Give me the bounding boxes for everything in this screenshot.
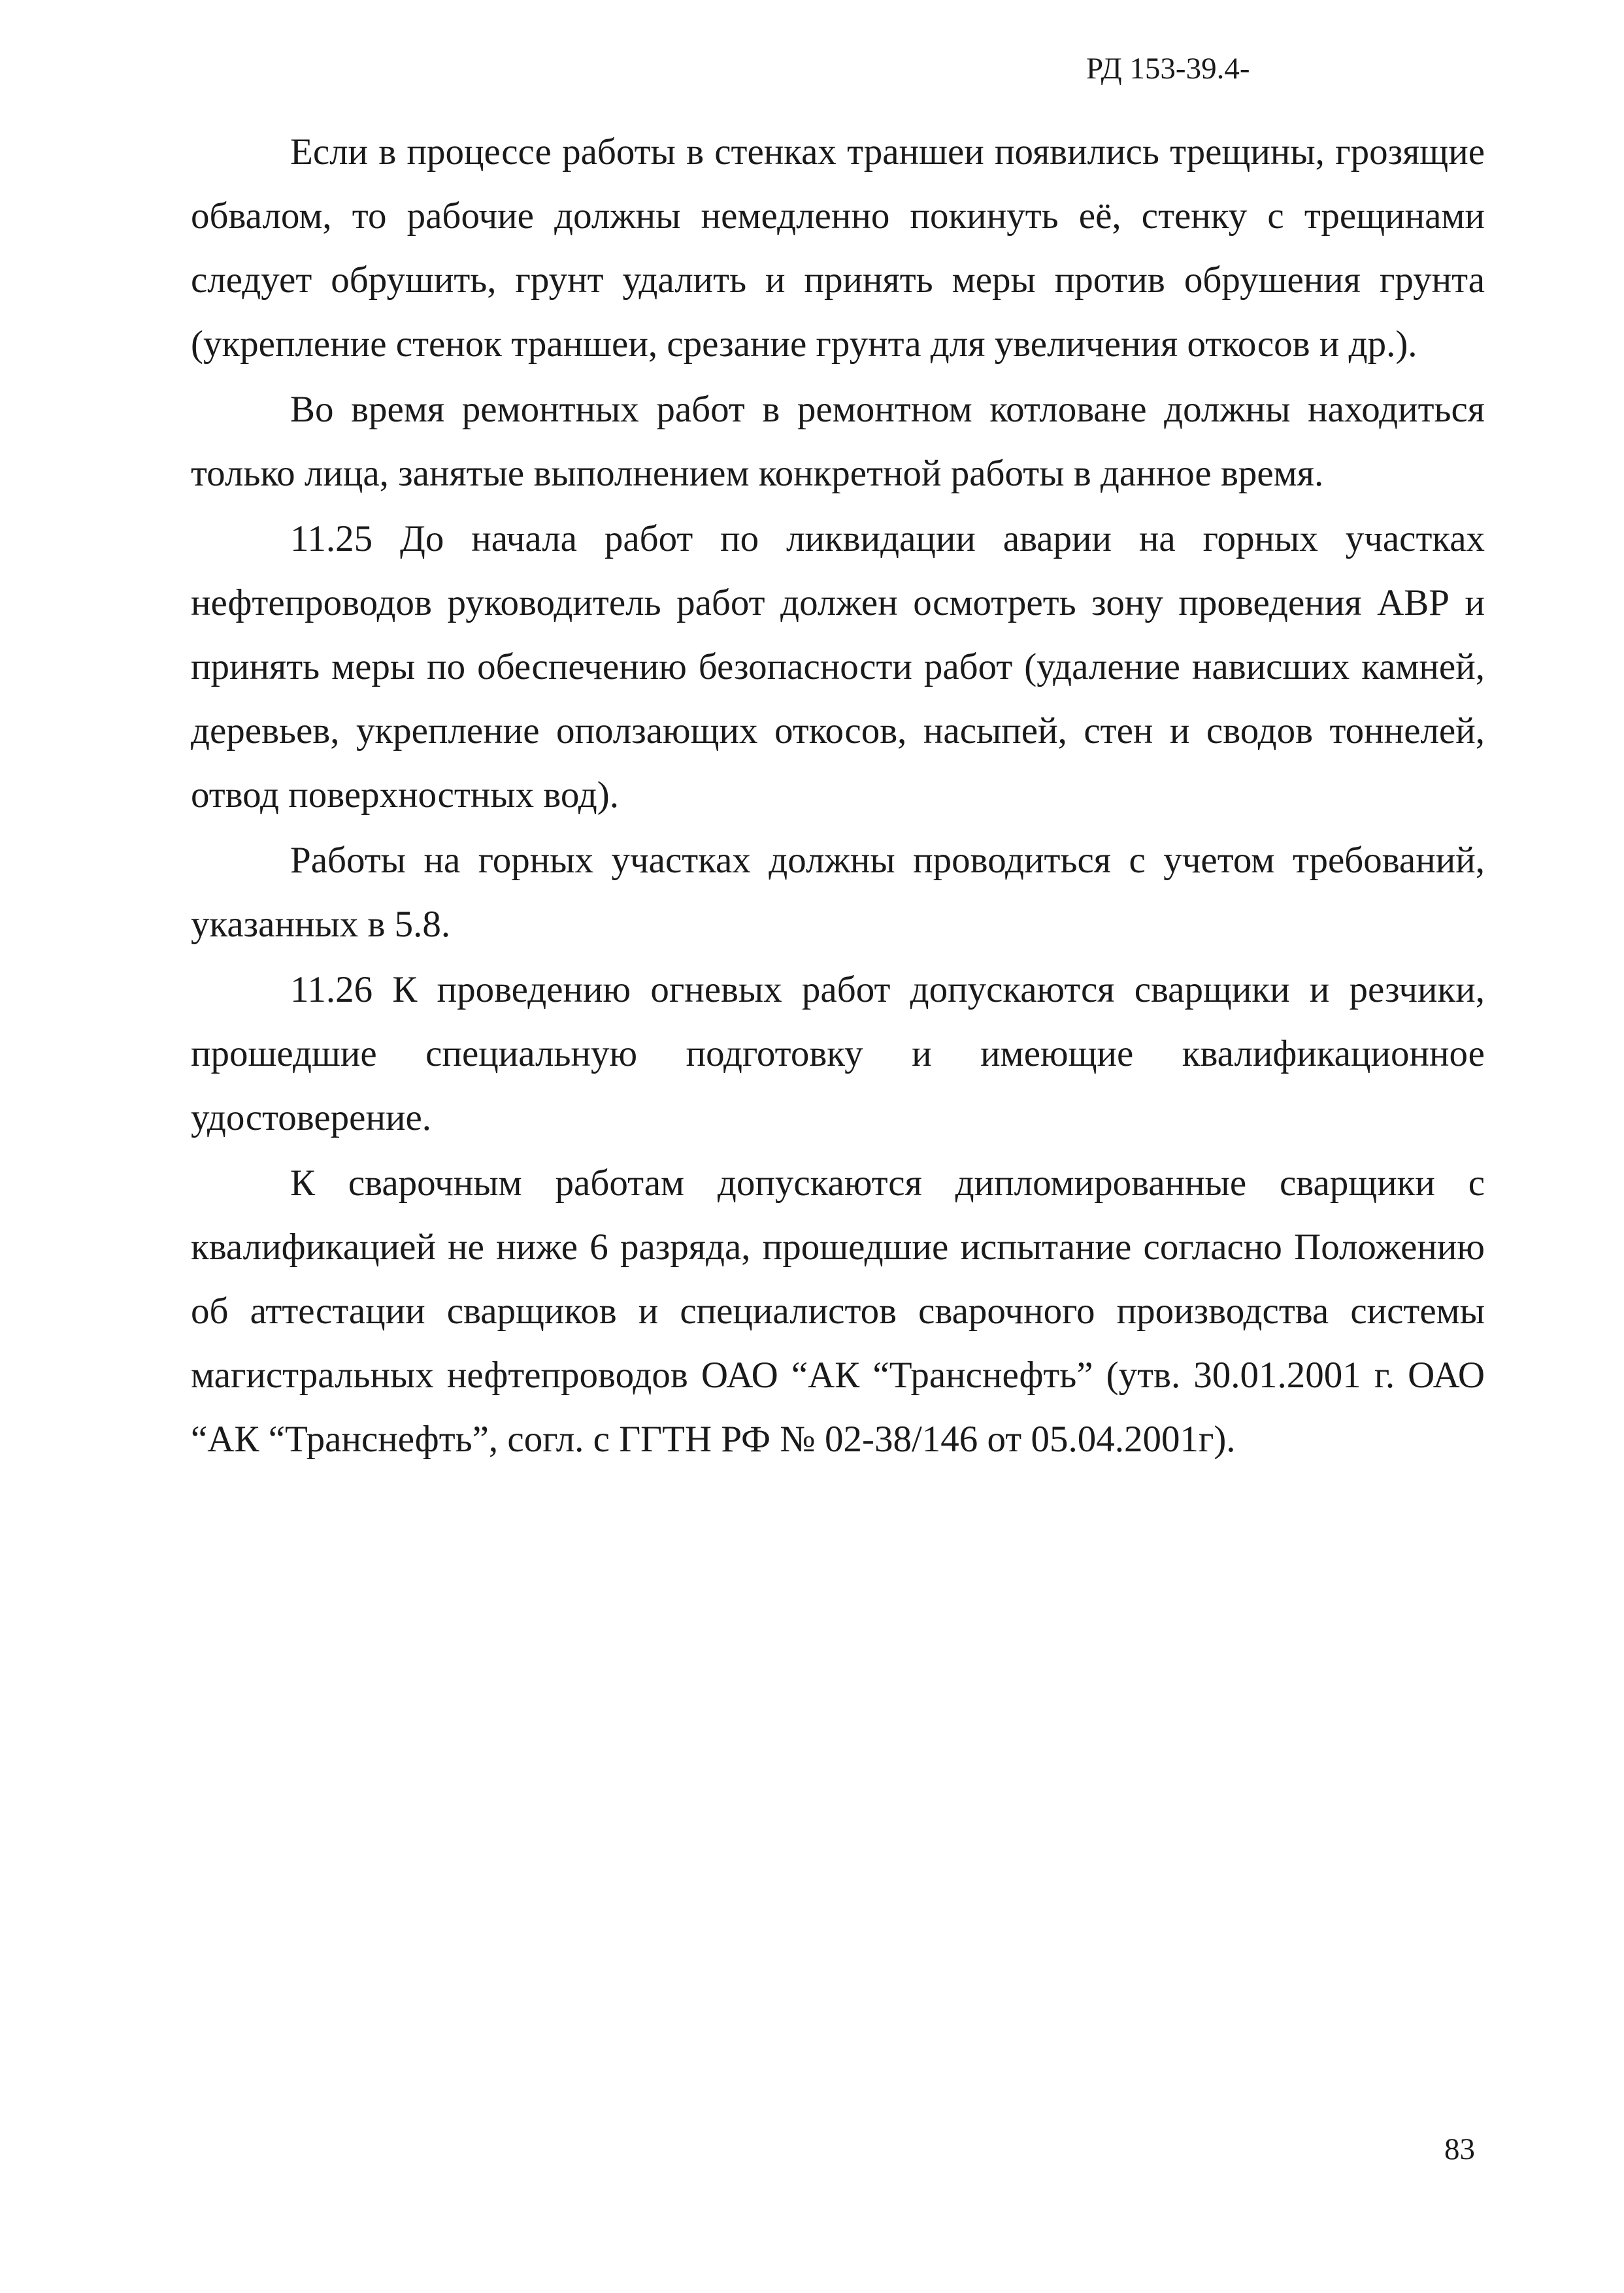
paragraph-mountain-requirements: Работы на горных участках должны проводиться с учетом требований, указанных в 5.8. xyxy=(191,840,1485,945)
paragraph-welding-admission: К сварочным работам допускаются дипломированные сварщики с квалификацией не ниже 6 разряда, прошедшие испытание согласно Положению об аттестации сварщиков и специалистов сварочного производства системы магистральных нефтепроводов ОАО “АК “Транснефть” (утв. 30.01.2001 г. ОАО “АК “Транснефть”, согл. с ГГТН РФ № 02-38/146 от 05.04.2001г). xyxy=(191,1163,1485,1460)
paragraph-trench-cracks: Если в процессе работы в стенках траншеи появились трещины, грозящие обвалом, то рабочие должны немедленно покинуть её, стенку с трещинами следует обрушить, грунт удалить и принять меры против обрушения грунта (укрепление стенок траншеи, срезание грунта для увеличения откосов и др.). xyxy=(191,131,1485,365)
paragraph-repair-pit-personnel: Во время ремонтных работ в ремонтном котловане должны находиться только лица, занятые выполнением конкретной работы в данное время. xyxy=(191,389,1485,494)
paragraph-11-25-mountain-sections: 11.25 До начала работ по ликвидации аварии на горных участках нефтепроводов руководитель работ должен осмотреть зону проведения АВР и принять меры по обеспечению безопасности работ (удаление нависших камней, деревьев, укрепление оползающих откосов, насыпей, стен и сводов тоннелей, отвод поверхностных вод). xyxy=(191,518,1485,816)
document-code: РД 153-39.4- xyxy=(1086,52,1250,86)
page-number: 83 xyxy=(1444,2132,1475,2166)
paragraph-11-26-hot-work: 11.26 К проведению огневых работ допускаются сварщики и резчики, прошедшие специальную подготовку и имеющие квалификационное удостоверение. xyxy=(191,969,1485,1138)
body-text xyxy=(191,120,1485,1473)
